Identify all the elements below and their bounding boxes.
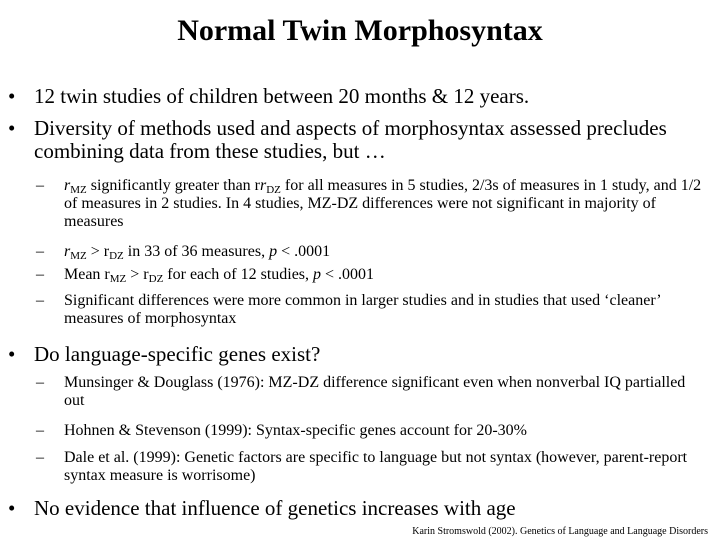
p-symbol: p	[313, 266, 322, 283]
sub-bullet-dale	[36, 449, 706, 485]
sub-bullet-hohnen	[36, 422, 706, 440]
bullet-marker: •	[8, 496, 16, 520]
sub-bullet-33-of-36	[36, 243, 706, 261]
text-segment: for all measures in 5 studies, 2/3s of measures in 1 study, and 1/2 of measures in 2 studies. In 4 studies, MZ-DZ differences were not significant in majority of measures	[64, 177, 702, 230]
sub-bullet-text	[64, 266, 706, 284]
sub-bullet-rmz-greater	[36, 177, 706, 231]
text-segment: < .0001	[321, 266, 375, 283]
text-segment: for each of 12 studies,	[163, 266, 314, 283]
citation-footer: Karin Stromswold (2002). Genetics of Language and Language Disorders	[412, 526, 708, 537]
dz-subscript: DZ	[109, 250, 124, 262]
text-segment: < .0001	[277, 243, 331, 260]
sub-bullet-mean-rmz	[36, 266, 706, 284]
dash-marker: –	[36, 243, 44, 260]
text-segment: > r	[126, 266, 149, 283]
mz-subscript: MZ	[109, 273, 127, 285]
sub-bullet-text: Hohnen & Stevenson (1999): Syntax-specific genes account for 20-30%	[64, 422, 527, 439]
text-segment: > r	[86, 243, 110, 260]
dash-marker: –	[36, 422, 44, 439]
bullet-twin-studies	[8, 85, 708, 108]
mz-subscript: MZ	[70, 250, 87, 262]
sub-bullet-text: Munsinger & Douglass (1976): MZ-DZ difference significant even when nonverbal IQ partialled out	[64, 374, 686, 409]
text-segment: Mean r	[64, 266, 110, 283]
p-symbol: p	[269, 243, 278, 260]
sub-bullet-text	[64, 177, 706, 231]
r-symbol: r	[64, 243, 71, 260]
dash-marker: –	[36, 374, 44, 391]
bullet-marker: •	[8, 84, 16, 108]
bullet-text: Diversity of methods used and aspects of morphosyntax assessed precludes combining data from these studies, but …	[34, 116, 667, 163]
mz-subscript: MZ	[70, 184, 87, 196]
bullet-marker: •	[8, 342, 16, 366]
bullet-text: 12 twin studies of children between 20 months & 12 years.	[34, 84, 530, 108]
bullet-no-evidence	[8, 497, 708, 520]
r-symbol: r	[260, 177, 267, 194]
sub-bullet-text	[64, 243, 706, 261]
dz-subscript: DZ	[148, 273, 164, 285]
text-segment: significantly greater than r	[86, 177, 260, 194]
sub-bullet-munsinger	[36, 374, 706, 410]
dash-marker: –	[36, 449, 44, 466]
dash-marker: –	[36, 266, 44, 283]
bullet-text: Do language-specific genes exist?	[34, 342, 321, 366]
bullet-diversity	[8, 117, 708, 163]
text-segment: in 33 of 36 measures,	[123, 243, 270, 260]
sub-bullet-text: Significant differences were more common in larger studies and in studies that used ‘cleaner’ measures of morphosyntax	[64, 292, 661, 327]
bullet-text: No evidence that influence of genetics increases with age	[34, 496, 516, 520]
bullet-marker: •	[8, 116, 16, 140]
dash-marker: –	[36, 177, 44, 194]
sub-bullet-text: Dale et al. (1999): Genetic factors are specific to language but not syntax (however, parent-report syntax measure is worrisome)	[64, 449, 688, 484]
bullet-language-genes	[8, 343, 708, 366]
r-symbol: r	[64, 177, 71, 194]
dash-marker: –	[36, 292, 44, 309]
sub-bullet-significant-differences	[36, 292, 706, 328]
slide-title: Normal Twin Morphosyntax	[177, 14, 543, 47]
dz-subscript: DZ	[266, 184, 281, 196]
